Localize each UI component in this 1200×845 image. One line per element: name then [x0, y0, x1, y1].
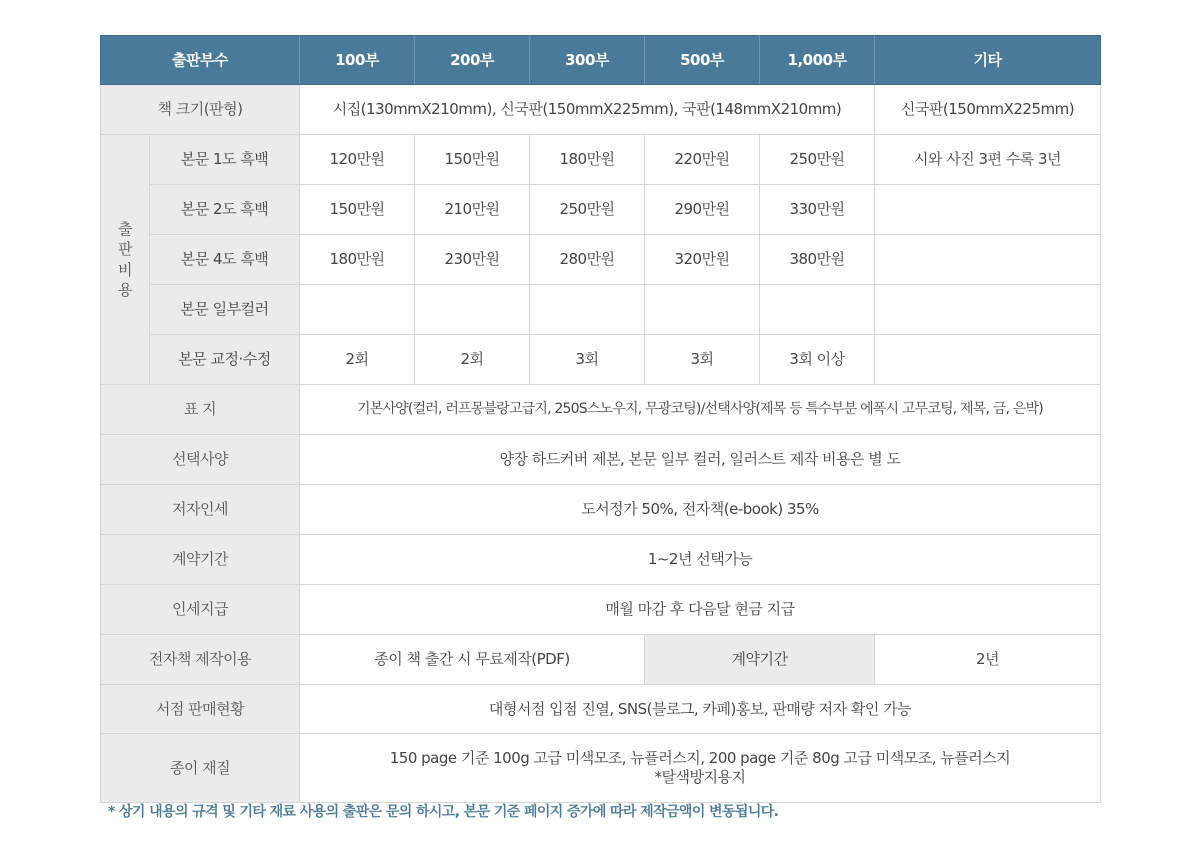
cost-cell-other: 시와 사진 3편 수록 3년	[875, 135, 1101, 185]
paper-value-line2: *탈색방지용지	[654, 768, 746, 786]
bookstore-value: 대형서점 입점 진열, SNS(블로그, 카페)홍보, 판매량 저자 확인 가능	[300, 685, 1101, 734]
cost-row-label: 본문 2도 흑백	[150, 185, 300, 235]
options-value: 양장 하드커버 제본, 본문 일부 컬러, 일러스트 제작 비용은 별 도	[300, 435, 1101, 485]
cost-group-char: 출	[118, 220, 132, 238]
bookstore-row	[101, 685, 1101, 734]
header-cell-200: 200부	[415, 36, 530, 85]
cost-cell: 330만원	[760, 185, 875, 235]
cost-cell: 150만원	[415, 135, 530, 185]
cost-cell	[300, 285, 415, 335]
cover-value: 기본사양(컬러, 러프몽블랑고급지, 250S스노우지, 무광코팅)/선택사양(제목 등 특수부분 에폭시 고무코팅, 제목, 금, 은박)	[300, 385, 1101, 435]
cost-cell: 290만원	[645, 185, 760, 235]
cost-cell-other	[875, 285, 1101, 335]
cost-cell: 3회 이상	[760, 335, 875, 385]
footnote: * 상기 내용의 규격 및 기타 재료 사용의 출판은 문의 하시고, 본문 기준 페이지 증가에 따라 제작금액이 변동됩니다.	[108, 804, 779, 820]
cost-cell	[760, 285, 875, 335]
cost-cell: 120만원	[300, 135, 415, 185]
cover-label: 표 지	[101, 385, 300, 435]
header-cell-500: 500부	[645, 36, 760, 85]
cost-row-label: 본문 4도 흑백	[150, 235, 300, 285]
contract-row	[101, 535, 1101, 585]
paper-label: 종이 재질	[101, 734, 300, 803]
cost-cell: 380만원	[760, 235, 875, 285]
cost-row-3	[101, 235, 1101, 285]
cost-cell: 320만원	[645, 235, 760, 285]
paper-value-line1: 150 page 기준 100g 고급 미색모조, 뉴플러스지, 200 page 기준 80g 고급 미색모조, 뉴플러스지	[389, 749, 1011, 768]
cost-row-2	[101, 185, 1101, 235]
cost-cell	[415, 285, 530, 335]
payment-value: 매월 마감 후 다음달 현금 지급	[300, 585, 1101, 635]
cost-row-5	[101, 335, 1101, 385]
royalty-row	[101, 485, 1101, 535]
cost-row-1	[101, 135, 1101, 185]
cost-cell: 150만원	[300, 185, 415, 235]
cost-cell-other	[875, 335, 1101, 385]
publishing-price-table	[100, 35, 1101, 803]
ebook-row	[101, 635, 1101, 685]
bookstore-label: 서점 판매현황	[101, 685, 300, 734]
paper-row	[101, 734, 1101, 803]
cost-cell: 250만원	[530, 185, 645, 235]
cost-row-label: 본문 1도 흑백	[150, 135, 300, 185]
cost-cell: 280만원	[530, 235, 645, 285]
header-cell-100: 100부	[300, 36, 415, 85]
cost-cell-other	[875, 235, 1101, 285]
cost-group-label	[101, 135, 150, 385]
cost-row-label: 본문 일부컬러	[150, 285, 300, 335]
contract-label: 계약기간	[101, 535, 300, 585]
cost-cell: 180만원	[300, 235, 415, 285]
header-cell-other: 기타	[875, 36, 1101, 85]
cost-cell: 250만원	[760, 135, 875, 185]
options-row	[101, 435, 1101, 485]
cost-row-4	[101, 285, 1101, 335]
cost-cell: 2회	[415, 335, 530, 385]
book-size-row	[101, 85, 1101, 135]
paper-value	[300, 734, 1101, 803]
cost-cell	[530, 285, 645, 335]
payment-row	[101, 585, 1101, 635]
cost-group-char: 용	[118, 280, 132, 299]
header-cell-300: 300부	[530, 36, 645, 85]
cost-cell: 230만원	[415, 235, 530, 285]
payment-label: 인세지급	[101, 585, 300, 635]
book-size-label: 책 크기(판형)	[101, 85, 300, 135]
royalty-label: 저자인세	[101, 485, 300, 535]
book-size-value: 시집(130mmX210mm), 신국판(150mmX225mm), 국판(148mmX210mm)	[300, 85, 875, 135]
cost-group-char: 비	[118, 260, 132, 279]
cost-group-char: 판	[118, 240, 132, 259]
contract-value: 1~2년 선택가능	[300, 535, 1101, 585]
cost-cell: 180만원	[530, 135, 645, 185]
ebook-label: 전자책 제작이용	[101, 635, 300, 685]
header-cell-1000: 1,000부	[760, 36, 875, 85]
cost-row-label: 본문 교정·수정	[150, 335, 300, 385]
cost-cell: 3회	[645, 335, 760, 385]
cost-cell: 210만원	[415, 185, 530, 235]
cost-cell-other	[875, 185, 1101, 235]
ebook-term-label: 계약기간	[645, 635, 875, 685]
header-cell-copies: 출판부수	[101, 36, 300, 85]
cost-cell: 220만원	[645, 135, 760, 185]
header-row	[101, 36, 1101, 85]
cost-cell: 3회	[530, 335, 645, 385]
royalty-value: 도서정가 50%, 전자책(e-book) 35%	[300, 485, 1101, 535]
book-size-other: 신국판(150mmX225mm)	[875, 85, 1101, 135]
cost-cell: 2회	[300, 335, 415, 385]
ebook-value: 종이 책 출간 시 무료제작(PDF)	[300, 635, 645, 685]
ebook-term-value: 2년	[875, 635, 1101, 685]
cost-cell	[645, 285, 760, 335]
options-label: 선택사양	[101, 435, 300, 485]
cover-row	[101, 385, 1101, 435]
